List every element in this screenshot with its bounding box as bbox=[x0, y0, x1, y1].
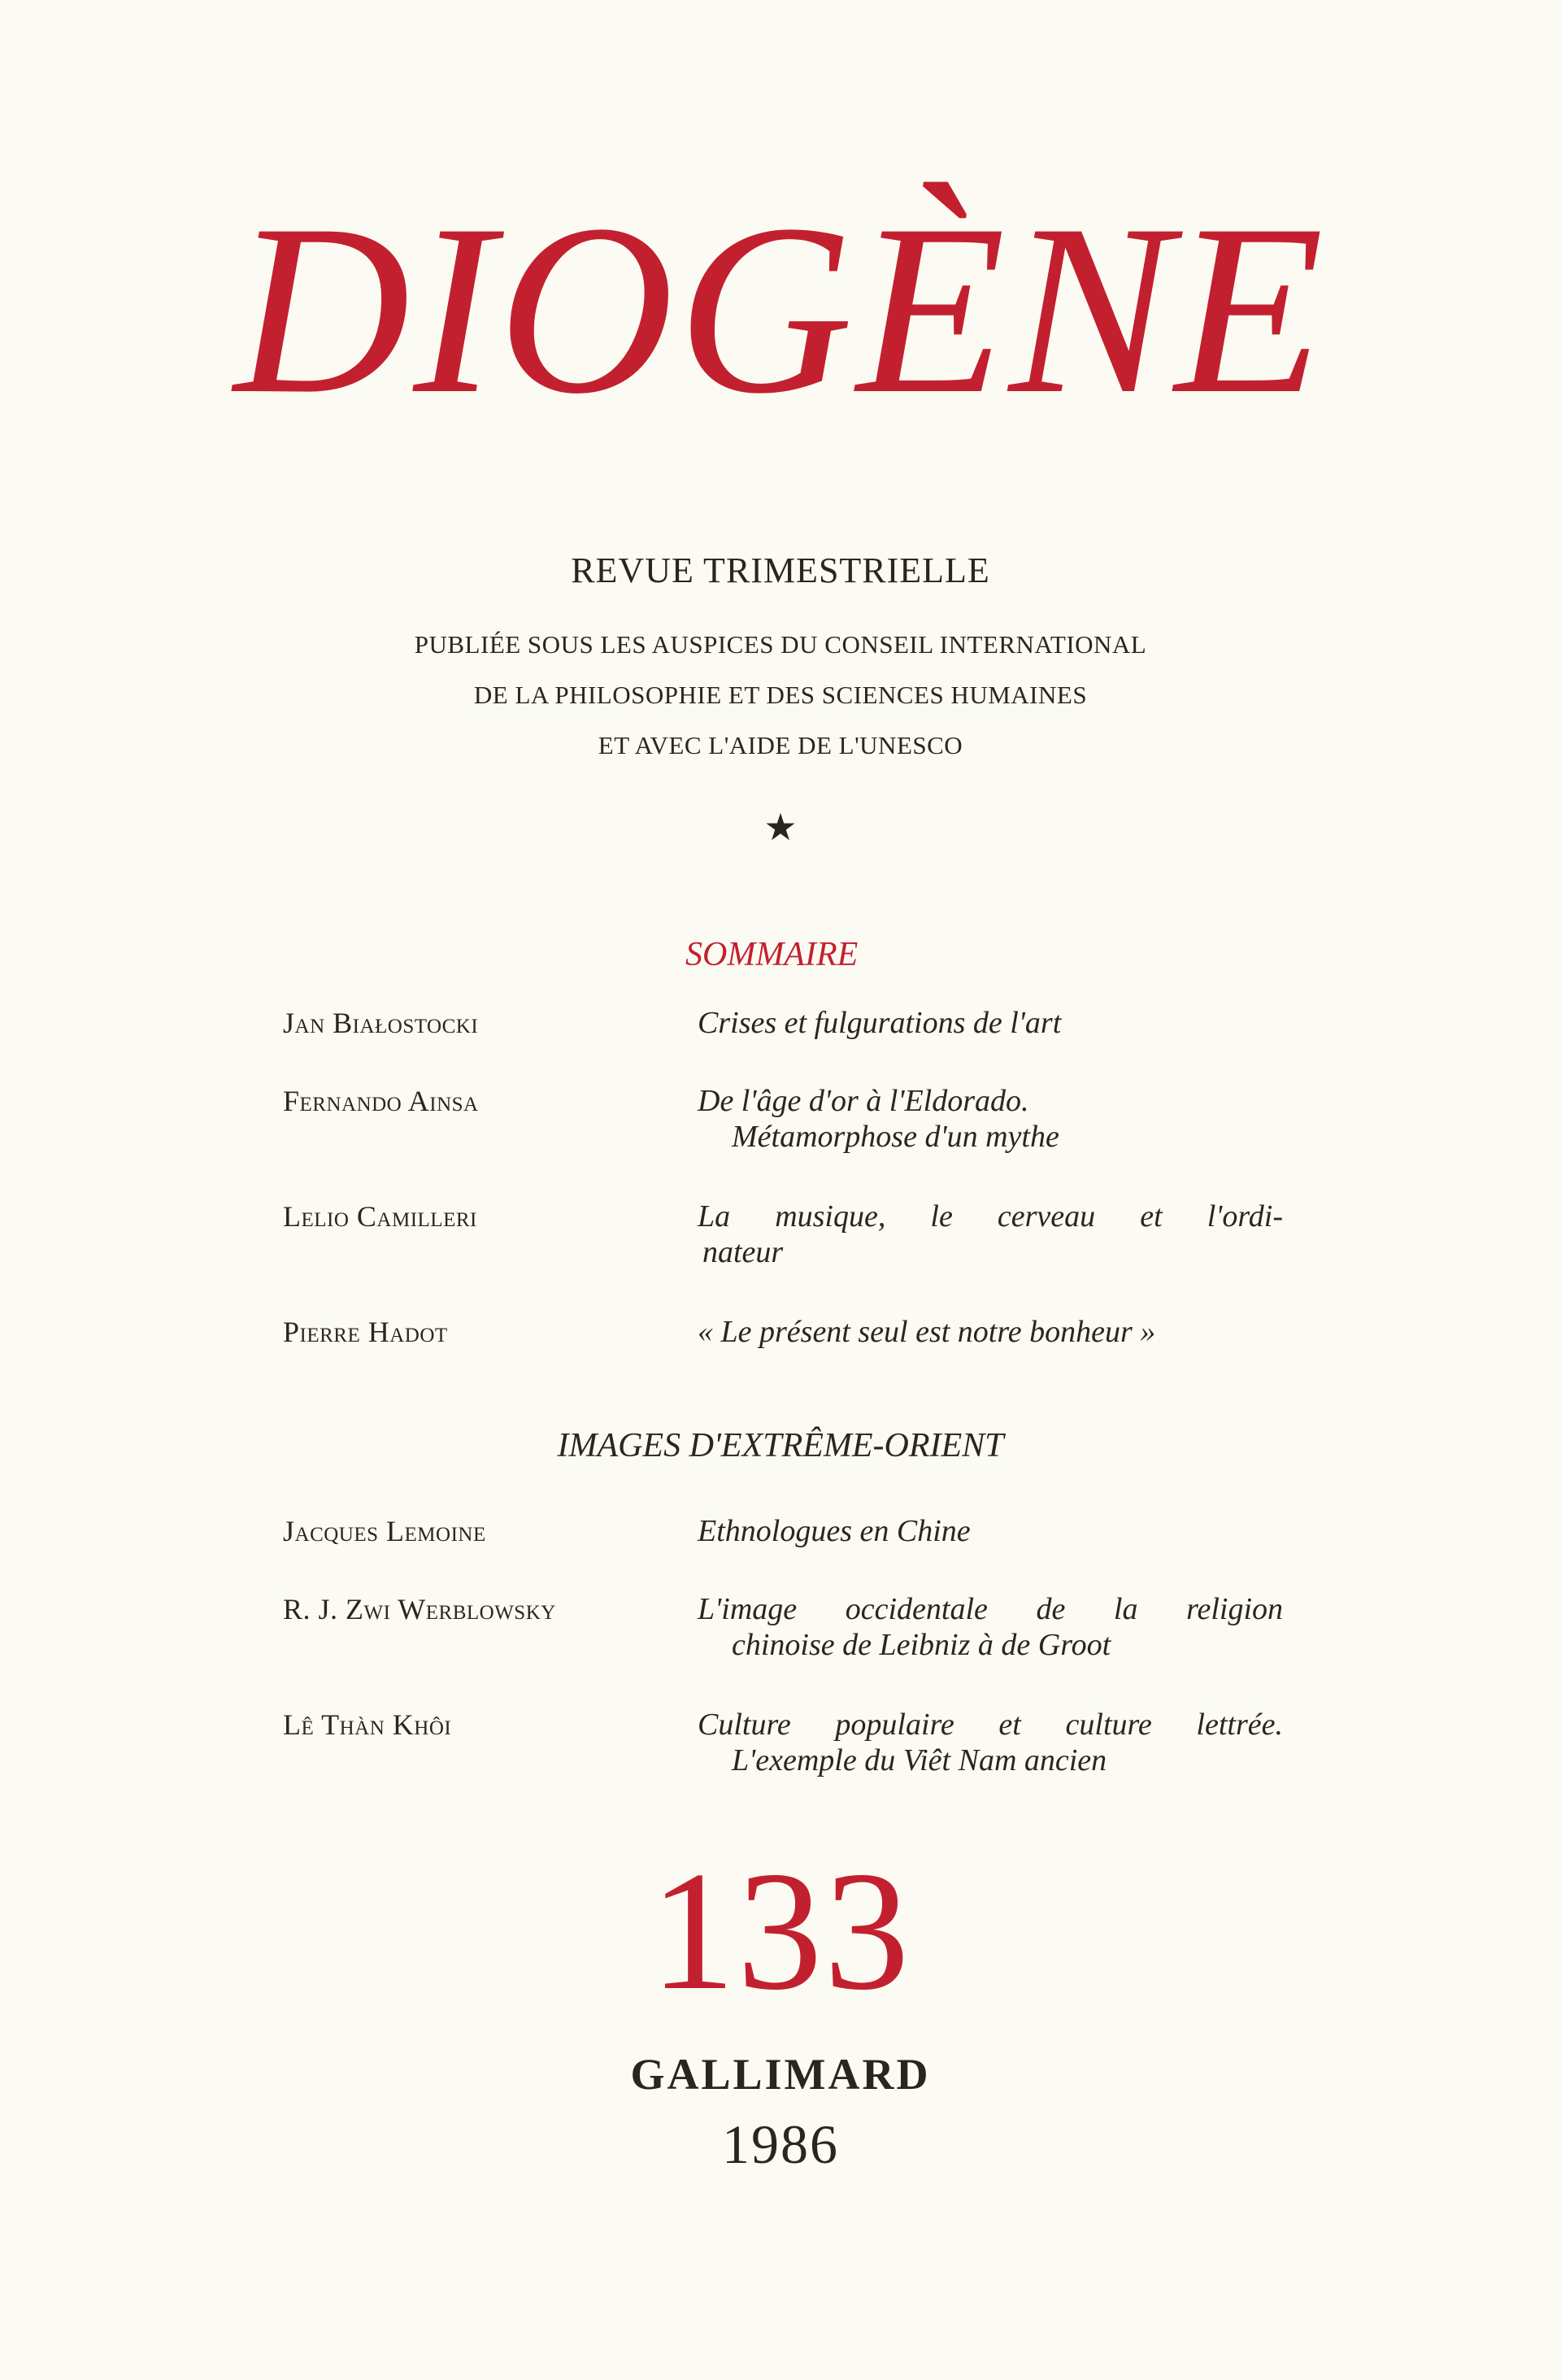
extreme-orient-heading: IMAGES D'EXTRÊME-ORIENT bbox=[557, 1427, 1004, 1464]
auspices-line: PUBLIÉE SOUS LES AUSPICES DU CONSEIL INTERNATIONAL bbox=[414, 630, 1147, 659]
toc-title-line: chinoise de Leibniz à de Groot bbox=[732, 1628, 1111, 1662]
toc-title bbox=[698, 1314, 1283, 1350]
subtitle: REVUE TRIMESTRIELLE bbox=[571, 550, 990, 590]
publisher-name: GALLIMARD bbox=[630, 2050, 931, 2099]
toc-title bbox=[698, 1083, 1283, 1155]
auspices-line: DE LA PHILOSOPHIE ET DES SCIENCES HUMAINES bbox=[473, 681, 1088, 709]
toc-author: Fernando Ainsa bbox=[283, 1085, 479, 1117]
toc-title-line: De l'âge d'or à l'Eldorado. bbox=[698, 1084, 1029, 1118]
publication-year: 1986 bbox=[722, 2113, 839, 2175]
toc-title-line: nateur bbox=[702, 1235, 784, 1269]
toc-title-line: Crises et fulgurations de l'art bbox=[698, 1006, 1062, 1040]
toc-title-line: L'image occidentale de la religion bbox=[698, 1592, 1283, 1626]
toc-author: Jacques Lemoine bbox=[283, 1515, 486, 1547]
toc-title bbox=[698, 1005, 1283, 1041]
auspices-line: ET AVEC L'AIDE DE L'UNESCO bbox=[598, 731, 963, 759]
toc-author: R. J. Zwi Werblowsky bbox=[283, 1593, 556, 1625]
issue-number: 133 bbox=[650, 1837, 911, 2025]
toc-author: Lê Thàn Khôi bbox=[283, 1708, 452, 1741]
masthead-title: DIOGÈNE bbox=[233, 174, 1328, 444]
toc-author: Lelio Camilleri bbox=[283, 1200, 477, 1233]
toc-title bbox=[698, 1707, 1283, 1778]
toc-title-line: La musique, le cerveau et l'ordi- bbox=[698, 1199, 1283, 1234]
toc-title-line: Ethnologues en Chine bbox=[698, 1514, 971, 1548]
auspices-text bbox=[0, 620, 1561, 771]
toc-author: Pierre Hadot bbox=[283, 1316, 448, 1348]
toc-title-line: « Le présent seul est notre bonheur » bbox=[698, 1315, 1156, 1349]
toc-title-line: Culture populaire et culture lettrée. bbox=[698, 1708, 1283, 1742]
toc-title-line: L'exemple du Viêt Nam ancien bbox=[732, 1743, 1107, 1777]
toc-title bbox=[698, 1513, 1283, 1549]
sommaire-heading: SOMMAIRE bbox=[685, 936, 859, 973]
toc-title-line: Métamorphose d'un mythe bbox=[732, 1120, 1059, 1154]
toc-author: Jan Białostocki bbox=[283, 1007, 479, 1039]
toc-title bbox=[698, 1591, 1283, 1663]
toc-title bbox=[698, 1199, 1283, 1270]
star-ornament: ★ bbox=[763, 807, 798, 848]
